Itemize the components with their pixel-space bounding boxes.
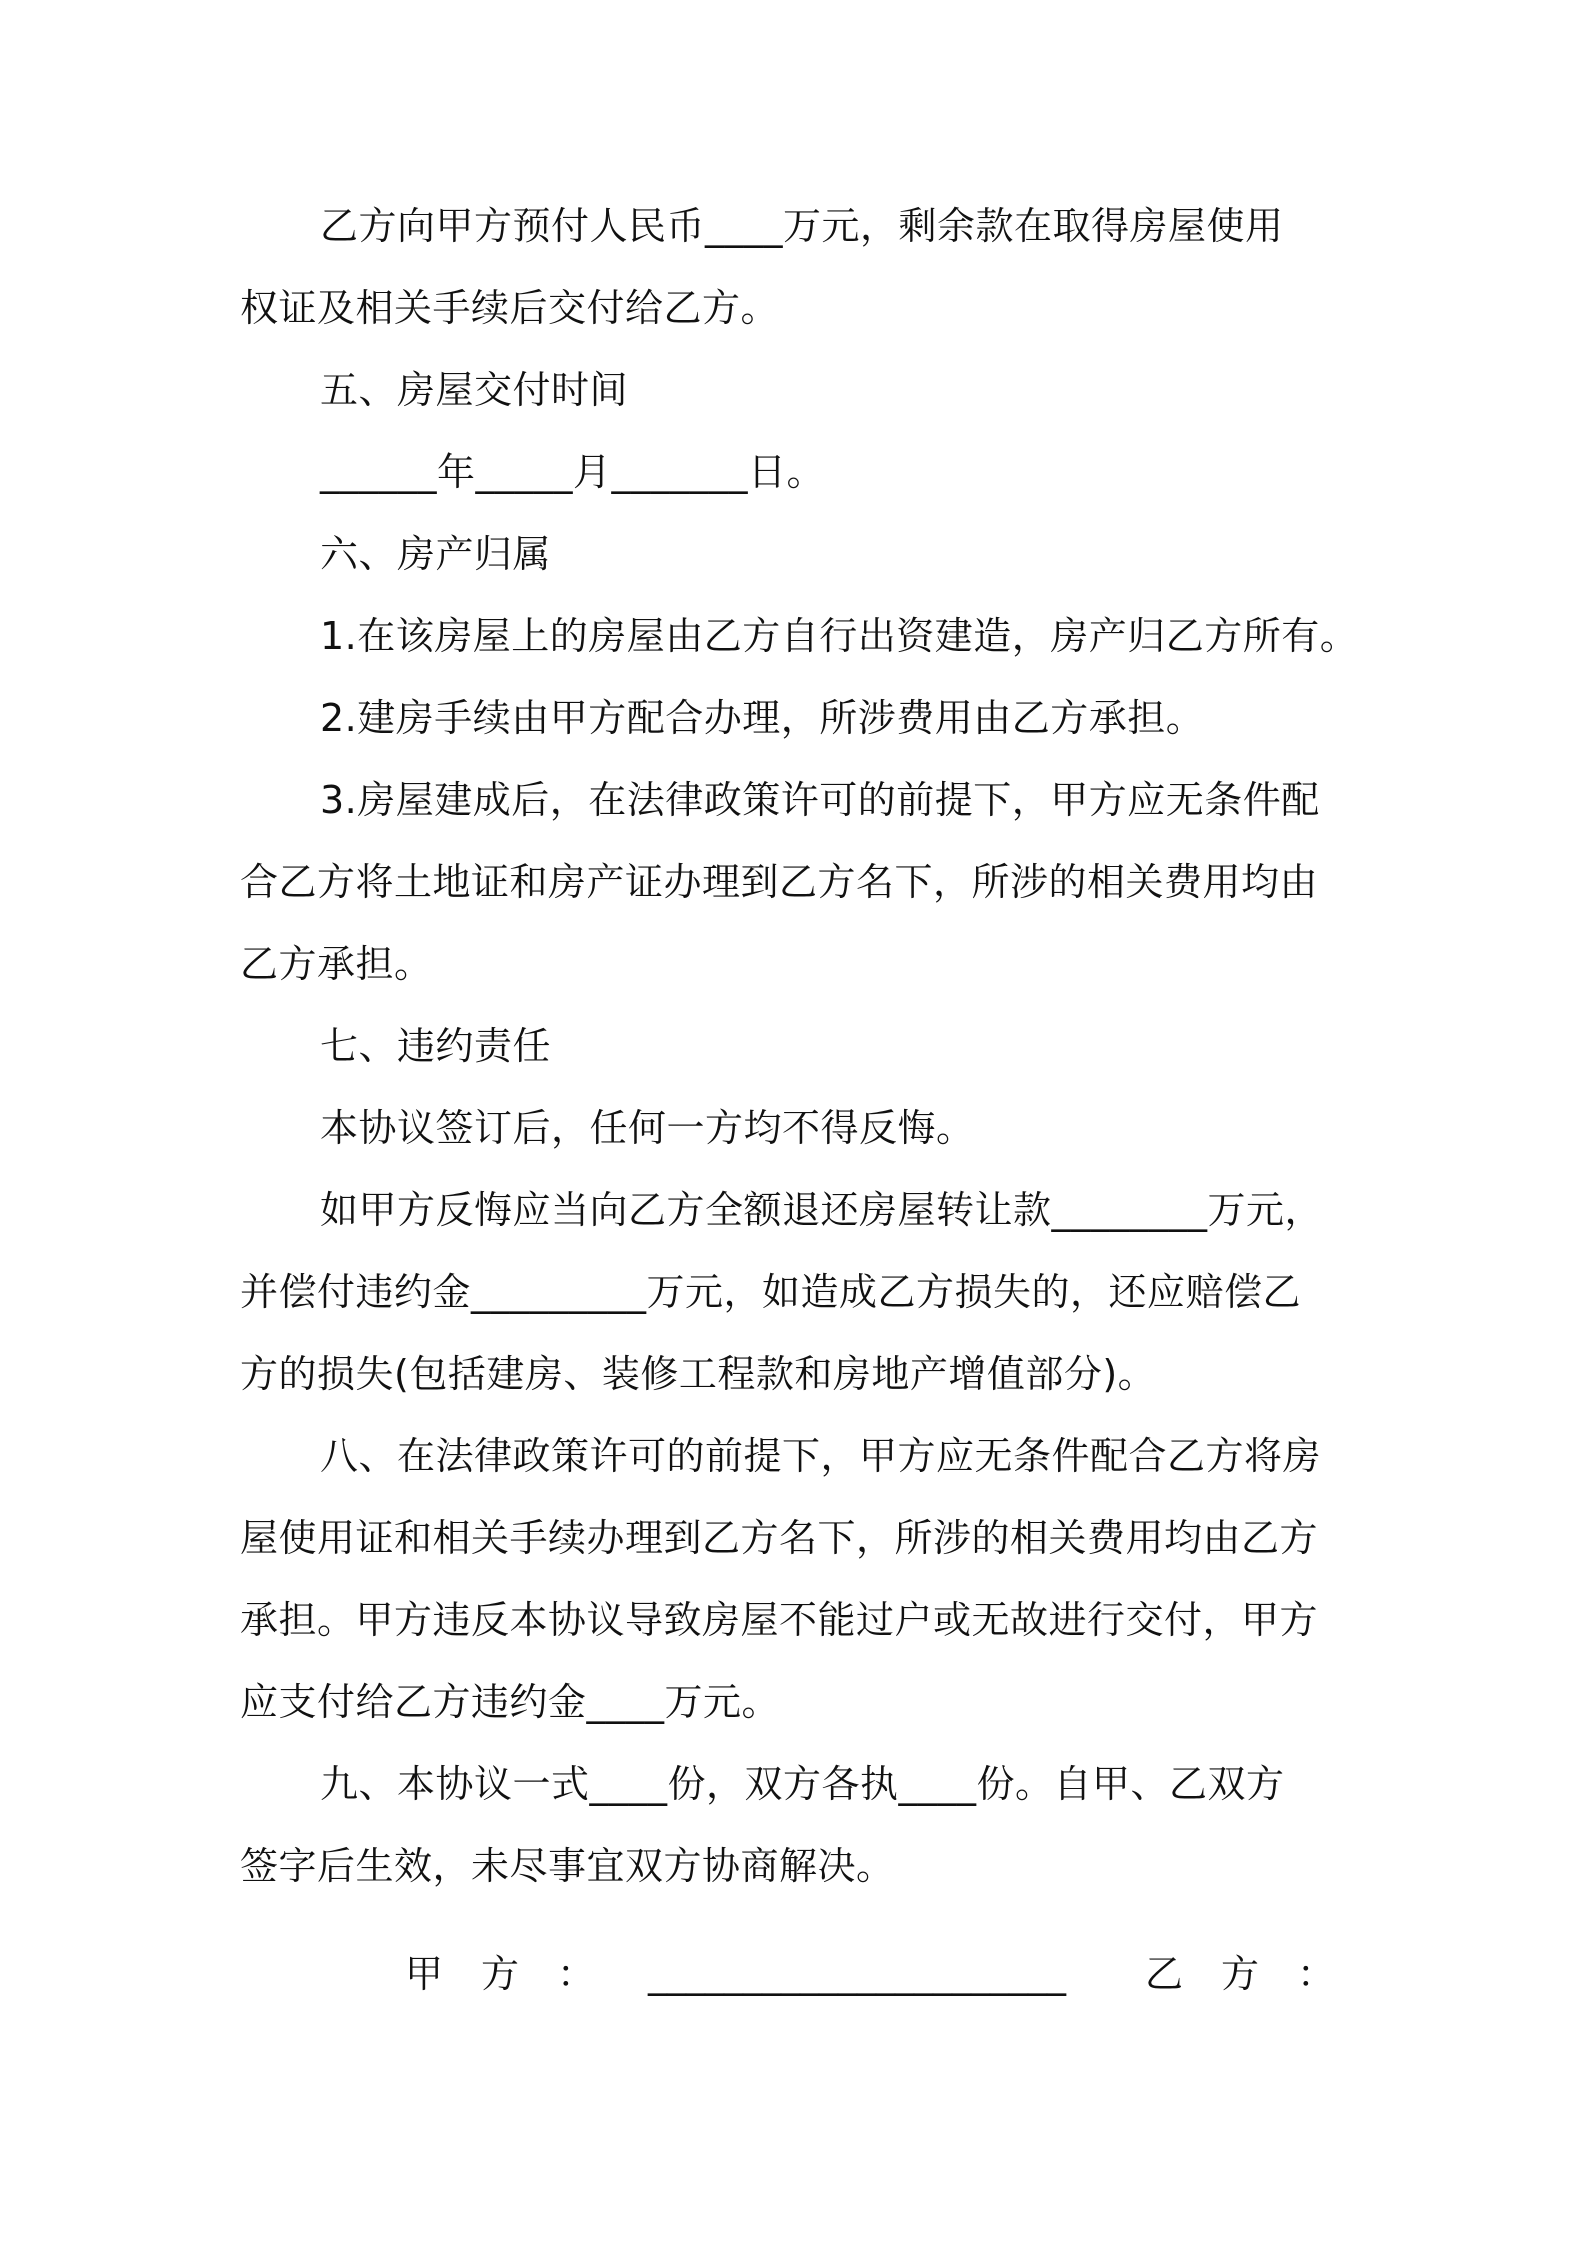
text-line: 乙方向甲方预付人民币____万元，剩余款在取得房屋使用 (320, 204, 1284, 248)
text-line: 乙方承担。 (240, 942, 433, 986)
text-line: 2.建房手续由甲方配合办理，所涉费用由乙方承担。 (320, 696, 1205, 740)
party-a-signature-blank: ______________________ (648, 1952, 1066, 1996)
text-line: 3.房屋建成后，在法律政策许可的前提下，甲方应无条件配 (320, 778, 1320, 822)
text-line: 本协议签订后，任何一方均不得反悔。 (320, 1106, 975, 1150)
party-a-label: 甲 方 ： (405, 1952, 596, 1996)
text-line: 签字后生效，未尽事宜双方协商解决。 (240, 1844, 895, 1888)
section-heading: 五、房屋交付时间 (320, 368, 629, 412)
text-line: 应支付给乙方违约金____万元。 (240, 1680, 781, 1724)
text-line: 如甲方反悔应当向乙方全额退还房屋转让款________万元， (320, 1188, 1324, 1232)
section-heading: 六、房产归属 (320, 532, 552, 576)
text-line: 1.在该房屋上的房屋由乙方自行出资建造，房产归乙方所有。 (320, 614, 1359, 658)
text-line: 八、在法律政策许可的前提下，甲方应无条件配合乙方将房 (320, 1434, 1322, 1478)
text-line: 权证及相关手续后交付给乙方。 (240, 286, 780, 330)
text-line: 并偿付违约金_________万元，如造成乙方损失的，还应赔偿乙 (240, 1270, 1302, 1314)
section-heading: 七、违约责任 (320, 1024, 552, 1068)
text-line: 屋使用证和相关手续办理到乙方名下，所涉的相关费用均由乙方 (240, 1516, 1319, 1560)
text-line: 方的损失(包括建房、装修工程款和房地产增值部分)。 (240, 1352, 1157, 1396)
text-line: 承担。甲方违反本协议导致房屋不能过户或无故进行交付，甲方 (240, 1598, 1319, 1642)
text-line: 九、本协议一式____份，双方各执____份。自甲、乙双方 (320, 1762, 1285, 1806)
text-line: 合乙方将土地证和房产证办理到乙方名下，所涉的相关费用均由 (240, 860, 1319, 904)
party-b-label: 乙 方 ： (1145, 1952, 1336, 1996)
date-line: ______年_____月_______日。 (320, 450, 826, 494)
